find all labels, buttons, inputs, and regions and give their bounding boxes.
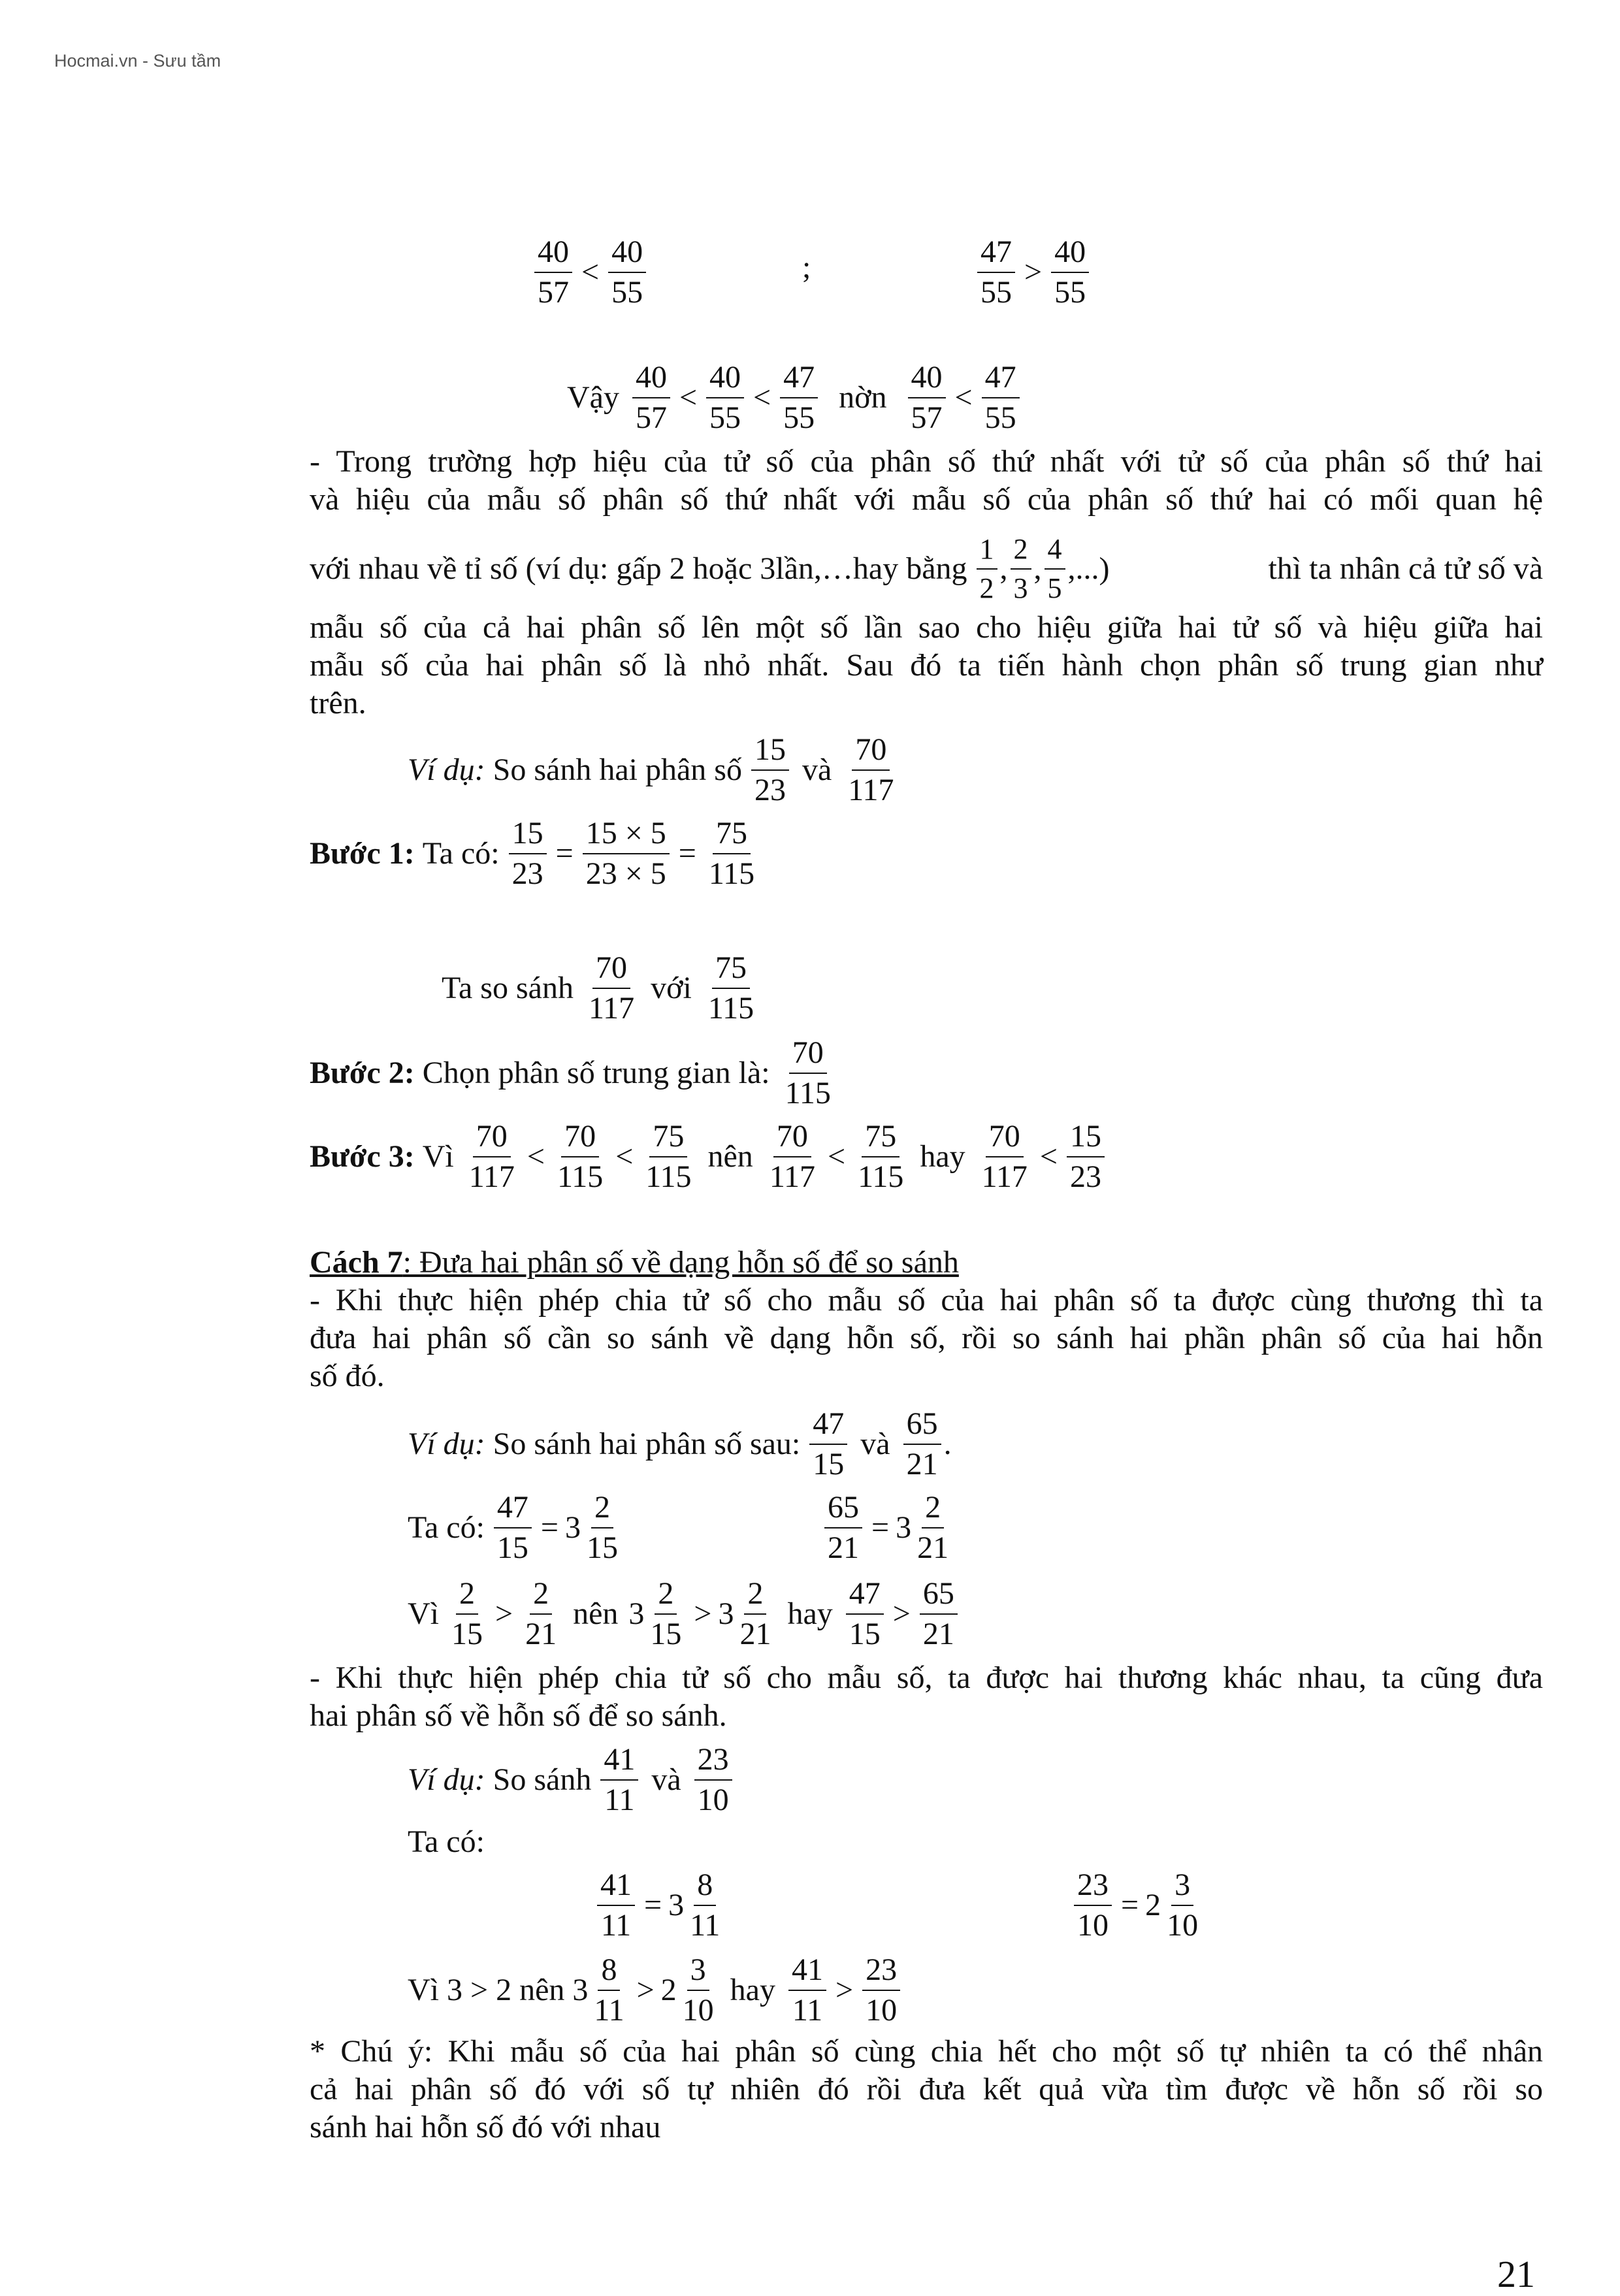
denominator: 115 [645, 1159, 692, 1194]
inequality-47-55-40-55 [975, 233, 1092, 312]
fraction [466, 1117, 518, 1197]
mixed-number-41-11 [594, 1866, 726, 1945]
numerator: 23 [694, 1740, 732, 1781]
denominator: 10 [1077, 1908, 1109, 1943]
section-title: Cách 7 [310, 1245, 403, 1280]
greater-than-sign: > [495, 1596, 513, 1631]
fraction [494, 1488, 532, 1568]
text-line: đưa hai phân số cần so sánh về dạng hỗn số, rồi so sánh hai phần phân số của hai hỗn [310, 1321, 1543, 1355]
equals-sign: = [1121, 1888, 1139, 1922]
word-non: nờn [839, 380, 887, 415]
comma: , [999, 551, 1008, 586]
fraction [706, 358, 744, 438]
page-number: 21 [1497, 2253, 1535, 2295]
text-line: trên. [310, 686, 366, 720]
text-line: - Khi thực hiện phép chia tử số cho mẫu số, ta được hai thương khác nhau, ta cũng đưa [310, 1660, 1543, 1695]
fraction [647, 1574, 685, 1654]
ta-co-label: Ta có: [408, 1824, 485, 1859]
fraction [522, 1574, 560, 1654]
fraction [736, 1574, 774, 1654]
numerator: 70 [773, 1117, 811, 1157]
denominator: 10 [697, 1783, 729, 1817]
whole-part: 2 [1145, 1888, 1161, 1922]
paragraph-different-quotients [310, 1659, 1543, 1735]
step-1-label: Bước 1: [310, 836, 415, 871]
fraction [687, 1866, 723, 1945]
fraction [509, 814, 547, 894]
numerator: 70 [561, 1117, 599, 1157]
numerator: 70 [473, 1117, 511, 1157]
fraction [1051, 233, 1089, 312]
numerator: 75 [649, 1117, 687, 1157]
numerator: 70 [789, 1033, 827, 1074]
example-41-11-vs-23-10 [408, 1740, 735, 1820]
numerator: 2 [744, 1574, 766, 1615]
text-segment: Chọn phân số trung gian là: [422, 1056, 770, 1090]
denominator: 15 [587, 1530, 618, 1565]
fraction [809, 1404, 847, 1484]
fraction [862, 1950, 900, 2030]
denominator: 11 [594, 1993, 624, 2028]
comparison-mixed-3-2-15 [408, 1574, 960, 1654]
denominator: 11 [792, 1993, 823, 2028]
equals-sign: = [678, 836, 696, 871]
fraction [583, 1488, 621, 1568]
fraction [1074, 1866, 1112, 1945]
section-cach-7 [310, 1244, 1543, 1395]
greater-than-sign: > [892, 1596, 911, 1631]
fraction [585, 948, 638, 1028]
fraction [600, 1740, 638, 1820]
numerator: 70 [852, 730, 890, 771]
denominator: 55 [1054, 275, 1086, 310]
numerator: 2 [591, 1488, 613, 1528]
whole-part: 3 [572, 1973, 589, 2007]
fraction [554, 1117, 606, 1197]
less-than-sign: < [581, 255, 600, 289]
fraction [705, 814, 758, 894]
greater-than-sign: > [636, 1973, 655, 2007]
paragraph-intermediate-fraction-rule-cont [310, 609, 1543, 722]
equals-sign: = [555, 836, 574, 871]
fraction [979, 1117, 1031, 1197]
denominator: 21 [917, 1530, 949, 1565]
denominator: 11 [600, 1908, 632, 1943]
text-segment: Vì 3 > 2 nên [408, 1973, 565, 2007]
denominator: 21 [525, 1617, 557, 1651]
mixed-number-23-10 [1071, 1866, 1204, 1945]
text-line: hai phân số về hỗn số để so sánh. [310, 1698, 727, 1733]
numerator: 3 [687, 1950, 709, 1991]
fraction [845, 730, 897, 810]
text-segment: Ta có: [408, 1510, 485, 1545]
fraction [679, 1950, 717, 2030]
denominator: 23 [511, 856, 543, 891]
numerator: 75 [712, 948, 750, 989]
greater-than-sign: > [1024, 255, 1043, 289]
text-segment: thì ta nhân cả tử số và [1268, 551, 1543, 586]
numerator: 8 [694, 1866, 716, 1906]
fraction [1163, 1866, 1201, 1945]
fraction [903, 1404, 941, 1484]
numerator: 2 [456, 1574, 478, 1615]
less-than-sign: < [615, 1139, 634, 1174]
word-va: và [860, 1427, 890, 1461]
denominator: 11 [690, 1908, 721, 1943]
word-nen: nên [573, 1596, 619, 1631]
example-15-23-vs-70-117 [408, 730, 899, 810]
denominator: 15 [813, 1447, 845, 1481]
fraction [597, 1866, 635, 1945]
less-than-sign: < [679, 380, 698, 415]
denominator: 115 [708, 856, 755, 891]
period: . [943, 1427, 952, 1461]
conclusion-row-1 [567, 358, 1022, 438]
numerator: 2 [922, 1488, 944, 1528]
greater-than-sign: > [694, 1596, 712, 1631]
comma: , [1033, 551, 1042, 586]
denominator: 3 [1013, 572, 1028, 604]
denominator: 5 [1047, 572, 1062, 604]
example-47-15-vs-65-21 [408, 1404, 952, 1484]
fraction [977, 530, 997, 607]
section-title-rest: : Đưa hai phân số về dạng hỗn số để so sánh [402, 1245, 959, 1280]
less-than-sign: < [526, 1139, 545, 1174]
text-segment: So sánh [493, 1762, 592, 1797]
denominator: 57 [911, 400, 943, 435]
fraction [705, 948, 757, 1028]
less-than-sign: < [828, 1139, 846, 1174]
text-line: cả hai phân số đó với số tự nhiên đó rồi đưa kết quả vừa tìm được về hỗn số rồi so [310, 2072, 1543, 2107]
numerator: 40 [534, 233, 572, 273]
numerator: 40 [1051, 233, 1089, 273]
denominator: 117 [848, 773, 894, 807]
denominator: 57 [538, 275, 569, 310]
numerator: 15 × 5 [583, 814, 670, 854]
equals-sign: = [871, 1510, 890, 1545]
numerator: 47 [809, 1404, 847, 1445]
denominator: 10 [682, 1993, 714, 2028]
denominator: 55 [984, 400, 1016, 435]
fraction [694, 1740, 732, 1820]
numerator: 41 [600, 1740, 638, 1781]
label-vi-du: Ví dụ: [408, 1762, 485, 1797]
numerator: 23 [1074, 1866, 1112, 1906]
word-hay: hay [920, 1139, 965, 1174]
denominator: 21 [739, 1617, 771, 1651]
fraction [1067, 1117, 1105, 1197]
numerator: 75 [862, 1117, 899, 1157]
denominator: 117 [588, 991, 635, 1026]
denominator: 117 [769, 1159, 816, 1194]
fraction [908, 358, 946, 438]
numerator: 47 [977, 233, 1015, 273]
paragraph-intermediate-fraction-rule [310, 443, 1543, 519]
less-than-sign: < [954, 380, 973, 415]
comparison-whole-parts [408, 1950, 903, 2030]
equals-sign: = [540, 1510, 559, 1545]
fraction [977, 233, 1015, 312]
numerator: 47 [494, 1488, 532, 1528]
word-va: và [651, 1762, 681, 1797]
numerator: 65 [824, 1488, 862, 1528]
numerator: 4 [1045, 530, 1065, 570]
text-segment: ,...) [1067, 551, 1110, 586]
numerator: 40 [632, 358, 670, 398]
denominator: 15 [849, 1617, 881, 1651]
step-3 [310, 1117, 1107, 1197]
step-3-label: Bước 3: [310, 1139, 415, 1174]
label-vi-du: Ví dụ: [408, 1427, 485, 1461]
numerator: 47 [780, 358, 818, 398]
fraction [920, 1574, 958, 1654]
paragraph-line-with-fractions [310, 530, 1543, 607]
numerator: 70 [592, 948, 630, 989]
denominator: 23 [1069, 1159, 1101, 1194]
text-line: sánh hai hỗn số đó với nhau [310, 2110, 661, 2144]
denominator: 115 [707, 991, 754, 1026]
denominator: 117 [981, 1159, 1028, 1194]
text-line: - Trong trường hợp hiệu của tử số của phân số thứ nhất với tử số của phân số thứ hai [310, 444, 1543, 479]
fraction [854, 1117, 907, 1197]
denominator: 11 [604, 1783, 635, 1817]
denominator: 21 [828, 1530, 859, 1565]
fraction [766, 1117, 818, 1197]
text-segment: với nhau về tỉ số (ví dụ: gấp 2 hoặc 3lần,…hay bằng [310, 551, 967, 586]
note-paragraph [310, 2033, 1543, 2146]
denominator: 115 [557, 1159, 604, 1194]
text-segment: So sánh hai phân số [493, 752, 742, 787]
mixed-number-47-15 [408, 1488, 624, 1568]
fraction [782, 1033, 834, 1113]
numerator: 1 [977, 530, 997, 570]
numerator: 15 [509, 814, 547, 854]
fraction [824, 1488, 862, 1568]
fraction [583, 814, 670, 894]
word-vay: Vậy [567, 380, 619, 415]
numerator: 23 [862, 1950, 900, 1991]
numerator: 47 [982, 358, 1020, 398]
fraction [846, 1574, 884, 1654]
fraction [982, 358, 1020, 438]
fraction [1011, 530, 1031, 607]
denominator: 55 [980, 275, 1012, 310]
denominator: 57 [635, 400, 667, 435]
denominator: 23 [754, 773, 786, 807]
denominator: 117 [468, 1159, 515, 1194]
text-line: * Chú ý: Khi mẫu số của hai phân số cùng chia hết cho một số tự nhiên ta có thể nhân [310, 2034, 1543, 2069]
whole-part: 3 [668, 1888, 685, 1922]
numerator: 70 [986, 1117, 1024, 1157]
denominator: 2 [979, 572, 994, 604]
text-line: và hiệu của mẫu số phân số thứ nhất với mẫu số của phân số thứ hai có mối quan hệ [310, 482, 1543, 517]
word-vi: Vì [422, 1139, 454, 1174]
denominator: 21 [906, 1447, 938, 1481]
whole-part: 3 [628, 1596, 645, 1631]
denominator: 55 [709, 400, 741, 435]
inequality-40-57-40-55 [532, 233, 649, 312]
denominator: 21 [922, 1617, 954, 1651]
numerator: 41 [788, 1950, 826, 1991]
fraction [534, 233, 572, 312]
numerator: 47 [846, 1574, 884, 1615]
fraction [914, 1488, 952, 1568]
step-2 [310, 1033, 837, 1113]
numerator: 2 [655, 1574, 677, 1615]
step-1 [310, 814, 760, 894]
semicolon: ; [802, 250, 811, 285]
word-vi: Vì [408, 1596, 439, 1631]
numerator: 8 [598, 1950, 620, 1991]
equals-sign: = [644, 1888, 662, 1922]
denominator: 55 [611, 275, 643, 310]
numerator: 3 [1171, 1866, 1193, 1906]
word-hay: hay [787, 1596, 833, 1631]
whole-part: 3 [718, 1596, 734, 1631]
denominator: 10 [1167, 1908, 1199, 1943]
fraction [751, 730, 789, 810]
fraction [788, 1950, 826, 2030]
whole-part: 3 [896, 1510, 912, 1545]
denominator: 10 [866, 1993, 898, 2028]
numerator: 15 [1067, 1117, 1105, 1157]
denominator: 115 [785, 1076, 831, 1110]
numerator: 65 [903, 1404, 941, 1445]
whole-part: 3 [565, 1510, 581, 1545]
numerator: 2 [1011, 530, 1031, 570]
text-line: số đó. [310, 1359, 385, 1393]
less-than-sign: < [1039, 1139, 1058, 1174]
denominator: 15 [451, 1617, 483, 1651]
denominator: 115 [858, 1159, 904, 1194]
word-nen: nên [707, 1139, 753, 1174]
text-segment: Ta có: [422, 836, 500, 871]
word-voi: với [651, 971, 692, 1005]
whole-part: 2 [660, 1973, 677, 2007]
word-hay: hay [730, 1973, 775, 2007]
fraction [632, 358, 670, 438]
less-than-sign: < [753, 380, 771, 415]
text-segment: Ta so sánh [442, 971, 574, 1005]
numerator: 65 [920, 1574, 958, 1615]
denominator: 23 × 5 [585, 856, 666, 891]
numerator: 40 [706, 358, 744, 398]
denominator: 55 [783, 400, 815, 435]
step-2-label: Bước 2: [310, 1056, 415, 1090]
numerator: 40 [608, 233, 646, 273]
fraction [642, 1117, 694, 1197]
page-header: Hocmai.vn - Sưu tầm [54, 51, 221, 71]
numerator: 40 [908, 358, 946, 398]
fraction [448, 1574, 486, 1654]
greater-than-sign: > [835, 1973, 854, 2007]
text-segment: So sánh hai phân số sau: [493, 1427, 801, 1461]
fraction [1045, 530, 1065, 607]
denominator: 15 [650, 1617, 682, 1651]
numerator: 15 [751, 730, 789, 771]
label-vi-du: Ví dụ: [408, 752, 485, 787]
numerator: 75 [713, 814, 751, 854]
fraction [608, 233, 646, 312]
compare-70-117-with-75-115 [442, 948, 760, 1028]
numerator: 41 [597, 1866, 635, 1906]
text-line: - Khi thực hiện phép chia tử số cho mẫu số của hai phân số ta được cùng thương thì ta [310, 1283, 1543, 1318]
denominator: 15 [496, 1530, 528, 1565]
mixed-number-65-21 [822, 1488, 954, 1568]
text-line: mẫu số của hai phân số là nhỏ nhất. Sau đó ta tiến hành chọn phân số trung gian như [310, 648, 1543, 683]
fraction [591, 1950, 627, 2030]
fraction [780, 358, 818, 438]
word-va: và [802, 752, 832, 787]
text-line: mẫu số của cả hai phân số lên một số lần sao cho hiệu giữa hai tử số và hiệu giữa hai [310, 610, 1543, 645]
numerator: 2 [530, 1574, 552, 1615]
